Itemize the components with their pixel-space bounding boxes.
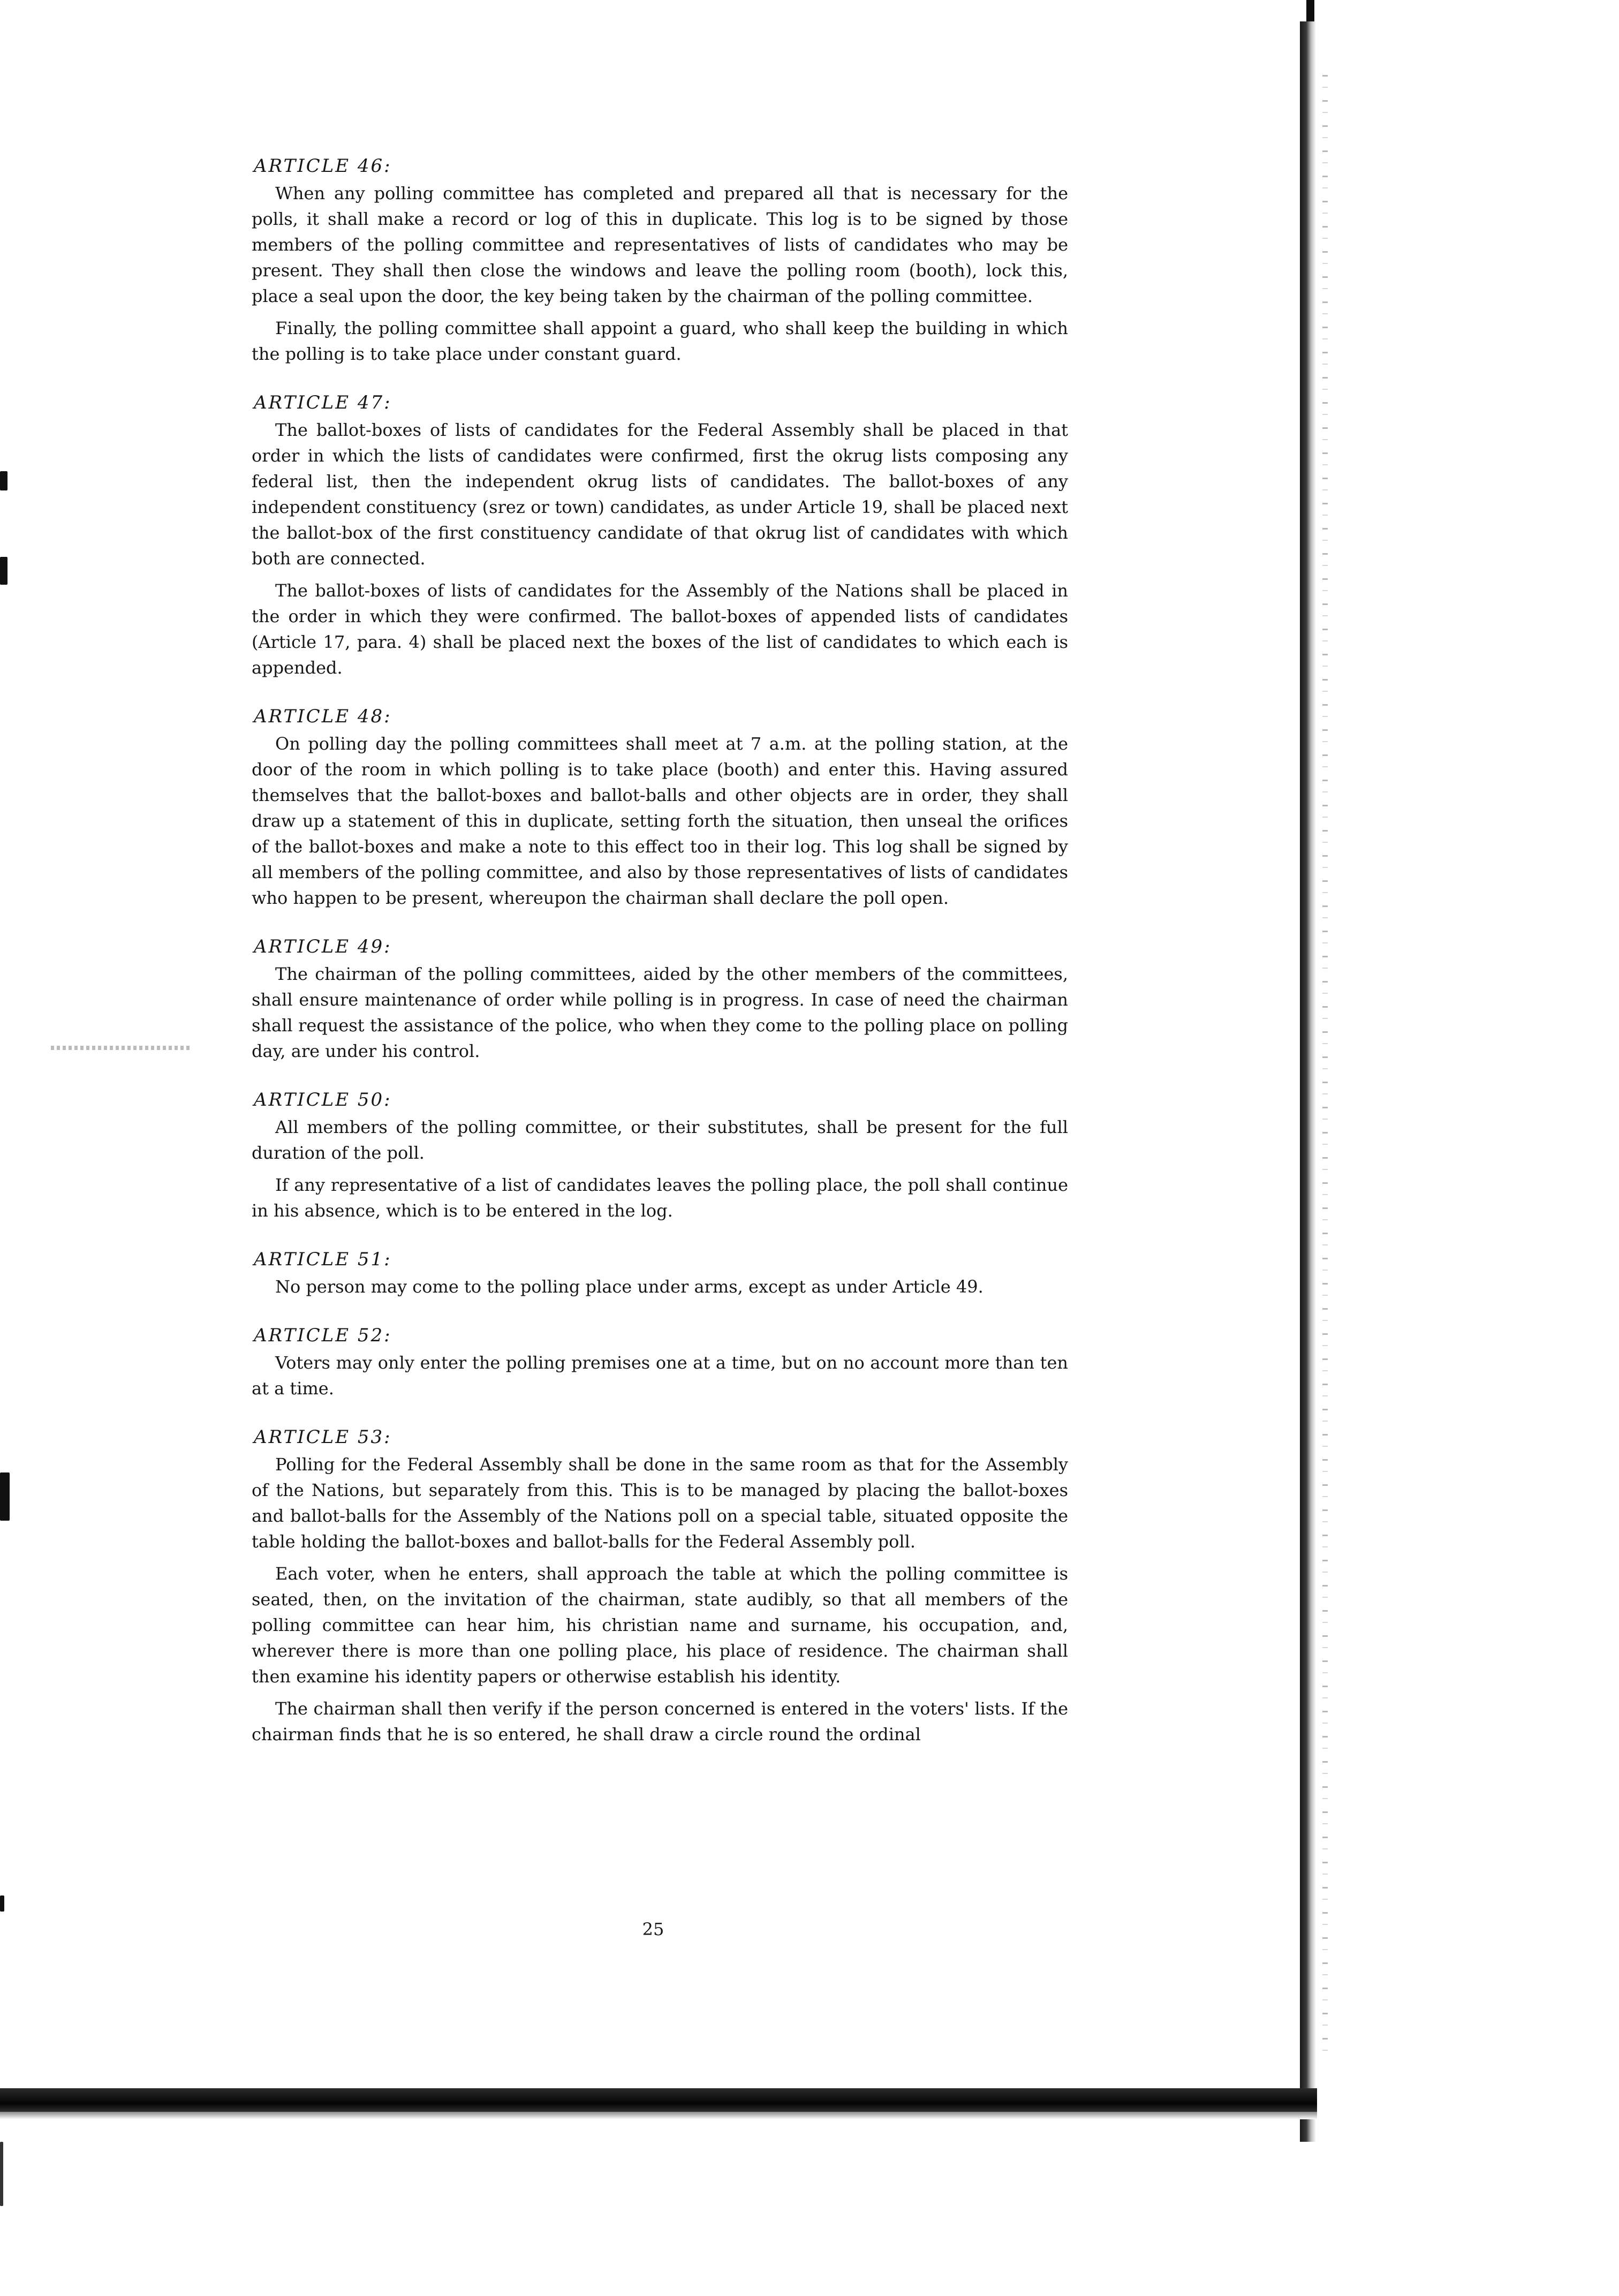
margin-mark <box>0 1472 10 1521</box>
article-heading: ARTICLE 51: <box>254 1249 392 1270</box>
margin-smudge <box>51 1046 190 1050</box>
spine-speckle <box>1322 75 1328 2056</box>
article-49 <box>252 933 1068 1064</box>
article-paragraph: All members of the polling committee, or their substitutes, shall be present for the full duration of the poll. <box>252 1117 1068 1163</box>
article-paragraph: When any polling committee has completed and prepared all that is necessary for the polls, it shall make a record or log of this in duplicate. This log is to be signed by those members of the polling committee and representatives of lists of candidates who may be present. They shall then close the windows and leave the polling room (booth), lock this, place a seal upon the door, the key being taken by the chairman of the polling committee. <box>252 183 1068 306</box>
margin-mark <box>0 2142 3 2206</box>
article-47 <box>252 389 1068 681</box>
margin-mark <box>0 471 7 490</box>
article-heading: ARTICLE 47: <box>254 392 392 413</box>
margin-mark <box>0 557 7 585</box>
article-heading: ARTICLE 53: <box>254 1426 392 1448</box>
article-51 <box>252 1246 1068 1300</box>
article-paragraph: The chairman of the polling committees, aided by the other members of the committees, shall ensure maintenance of order while polling is in progress. In case of need the chairman shall request the assistance of the police, who when they come to the polling place on polling day, are under his control. <box>252 964 1068 1061</box>
article-heading: ARTICLE 52: <box>254 1325 392 1346</box>
article-heading: ARTICLE 49: <box>254 936 392 957</box>
article-paragraph: On polling day the polling committees shall meet at 7 a.m. at the polling station, at the door of the room in which polling is to take place (booth) and enter this. Having assured themselves that the ballot-boxes and ballot-balls and other objects are in order, they shall draw up a statement of this in duplicate, setting forth the situation, then unseal the orifices of the ballot-boxes and make a note to this effect too in their log. This log shall be signed by all members of the polling committee, and also by those representatives of lists of candidates who happen to be present, whereupon the chairman shall declare the poll open. <box>252 734 1068 908</box>
article-50 <box>252 1086 1068 1223</box>
article-46 <box>252 153 1068 367</box>
article-paragraph: Polling for the Federal Assembly shall be done in the same room as that for the Assembly of the Nations, but separately from this. This is to be managed by placing the ballot-boxes and ballot-balls for the Assembly of the Nations poll on a special table, situated opposite the table holding the ballot-boxes and ballot-balls for the Federal Assembly poll. <box>252 1454 1068 1552</box>
article-paragraph: Finally, the polling committee shall appoint a guard, who shall keep the building in which the polling is to take place under constant guard. <box>252 318 1068 364</box>
article-53 <box>252 1424 1068 1747</box>
article-heading: ARTICLE 46: <box>254 155 392 177</box>
page-number: 25 <box>642 1919 664 1939</box>
article-paragraph: The chairman shall then verify if the person concerned is entered in the voters' lists. If the chairman finds that he is so entered, he shall draw a circle round the ordinal <box>252 1698 1068 1744</box>
scan-margin-right <box>1314 0 1619 2136</box>
article-heading: ARTICLE 50: <box>254 1089 392 1111</box>
document-body <box>252 153 1068 1770</box>
margin-mark <box>0 1895 4 1912</box>
article-paragraph: Each voter, when he enters, shall approach the table at which the polling committee is seated, then, on the invitation of the chairman, state audibly, so that all members of the polling committee can hear him, his christian name and surname, his occupation, and, wherever there is more than one polling place, his place of residence. The chairman shall then examine his identity papers or otherwise establish his identity. <box>252 1564 1068 1687</box>
article-paragraph: Voters may only enter the polling premises one at a time, but on no account more than ten at a time. <box>252 1353 1068 1399</box>
article-paragraph: The ballot-boxes of lists of candidates for the Assembly of the Nations shall be placed in the order in which they were confirmed. The ballot-boxes of appended lists of candidates (Article 17, para. 4) shall be placed next the boxes of the list of candidates to which each is appended. <box>252 580 1068 678</box>
article-paragraph: No person may come to the polling place under arms, except as under Article 49. <box>275 1277 983 1297</box>
book-spine-shadow <box>1300 21 1316 2142</box>
scan-edge-bottom <box>0 2088 1317 2114</box>
article-paragraph: If any representative of a list of candidates leaves the polling place, the poll shall continue in his absence, which is to be entered in the log. <box>252 1175 1068 1221</box>
article-48 <box>252 703 1068 911</box>
article-52 <box>252 1322 1068 1401</box>
scan-edge-bottom-shadow <box>0 2112 1317 2119</box>
article-heading: ARTICLE 48: <box>254 706 392 727</box>
article-paragraph: The ballot-boxes of lists of candidates for the Federal Assembly shall be placed in that order in which the lists of candidates were confirmed, first the okrug lists composing any federal list, then the independent okrug lists of candidates. The ballot-boxes of any independent constituency (srez or town) candidates, as under Article 19, shall be placed next the ballot-box of the first constituency candidate of that okrug list of candidates with which both are connected. <box>252 420 1068 569</box>
